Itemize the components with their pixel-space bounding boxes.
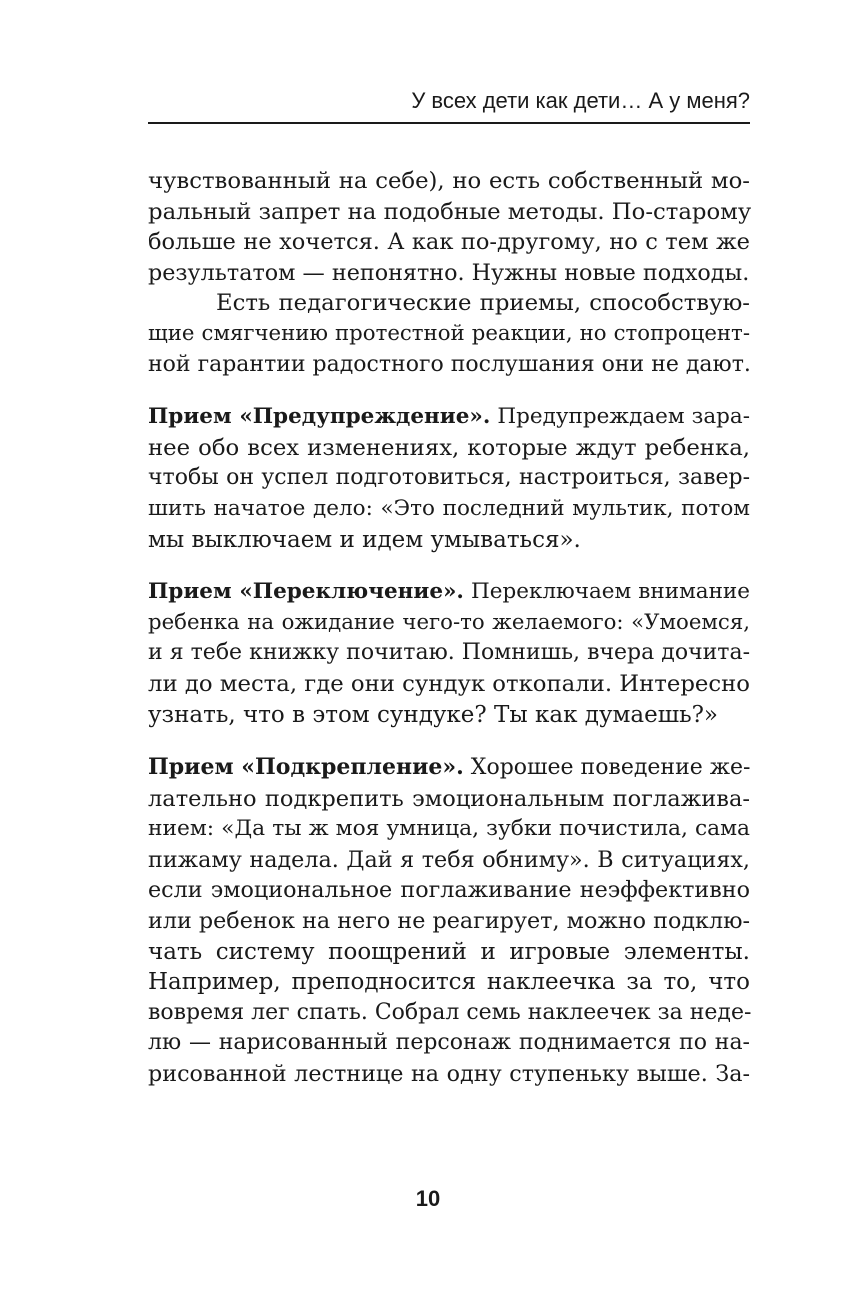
text-line: рисованной лестнице на одну ступеньку выше. За- [148, 1061, 750, 1088]
header-rule [148, 122, 750, 124]
technique-title: Прием «Предупреждение». [148, 404, 491, 430]
text-fragment: Переключаем внимание [463, 579, 750, 605]
text-line: щие смягчению протестной реакции, но стопроцент- [148, 320, 750, 346]
text-line: лю — нарисованный персонаж поднимается по на- [148, 1030, 750, 1056]
text-line: ральный запрет на подобные методы. По-старому [148, 198, 752, 225]
paragraph-gap [148, 730, 750, 752]
running-header: У всех дети как дети… А у меня? [411, 88, 750, 113]
technique-title: Прием «Переключение». [148, 579, 464, 605]
technique-switching [148, 577, 750, 730]
paragraph-2 [148, 288, 750, 380]
text-fragment: Хорошее поведение же- [463, 755, 751, 781]
technique-title: Прием «Подкрепление». [148, 754, 464, 781]
text-line: шить начатое дело: «Это последний мультик, потом [148, 495, 750, 521]
text-line: лательно подкрепить эмоциональным поглажива- [148, 785, 750, 812]
text-line: Есть педагогические приемы, способствую- [216, 290, 750, 317]
text-line: или ребенок на него не реагирует, можно подклю- [148, 908, 750, 935]
text-fragment: Предупреждаем зара- [490, 404, 751, 430]
text-line: Например, преподносится наклеечка за то, что [148, 969, 750, 996]
text-line [148, 577, 750, 608]
text-line: ребенка на ожидание чего-то желаемого: «Умоемся, [148, 609, 750, 635]
text-line: если эмоциональное поглаживание неэффективно [148, 877, 750, 904]
text-line: результатом — непонятно. Нужны новые подходы. [148, 259, 750, 286]
paragraph-1 [148, 166, 750, 288]
text-line: чтобы он успел подготовиться, настроиться, завер- [148, 465, 750, 491]
text-line: чать систему поощрений и игровые элементы. [148, 938, 750, 965]
text-line: ной гарантии радостного послушания они не дают. [148, 351, 751, 377]
text-line: чувствованный на себе), но есть собственный мо- [148, 168, 750, 194]
technique-reinforcement [148, 752, 750, 1090]
text-line: и я тебе книжку почитаю. Помнишь, вчера дочита- [148, 640, 750, 666]
text-line [148, 752, 750, 784]
text-line: пижаму надела. Дай я тебя обниму». В ситуациях, [148, 846, 750, 873]
text-line: нее обо всех изменениях, которые ждут ребенка, [148, 434, 750, 461]
technique-warning [148, 402, 750, 555]
text-line: вовремя лег спать. Собрал семь наклеечек за неде- [148, 999, 752, 1025]
text-line [148, 402, 750, 433]
text-line: больше не хочется. А как по-другому, но с тем же [148, 229, 750, 256]
text-line: мы выключаем и идем умываться». [148, 526, 581, 553]
text-line: ли до места, где они сундук откопали. Интересно [148, 670, 750, 697]
page-body [148, 166, 750, 1090]
text-line: нием: «Да ты ж моя умница, зубки почистила, сама [148, 816, 750, 842]
paragraph-gap [148, 380, 750, 402]
page-number: 10 [415, 1186, 441, 1211]
paragraph-gap [148, 555, 750, 577]
text-line: узнать, что в этом сундуке? Ты как думаешь?» [148, 701, 719, 728]
